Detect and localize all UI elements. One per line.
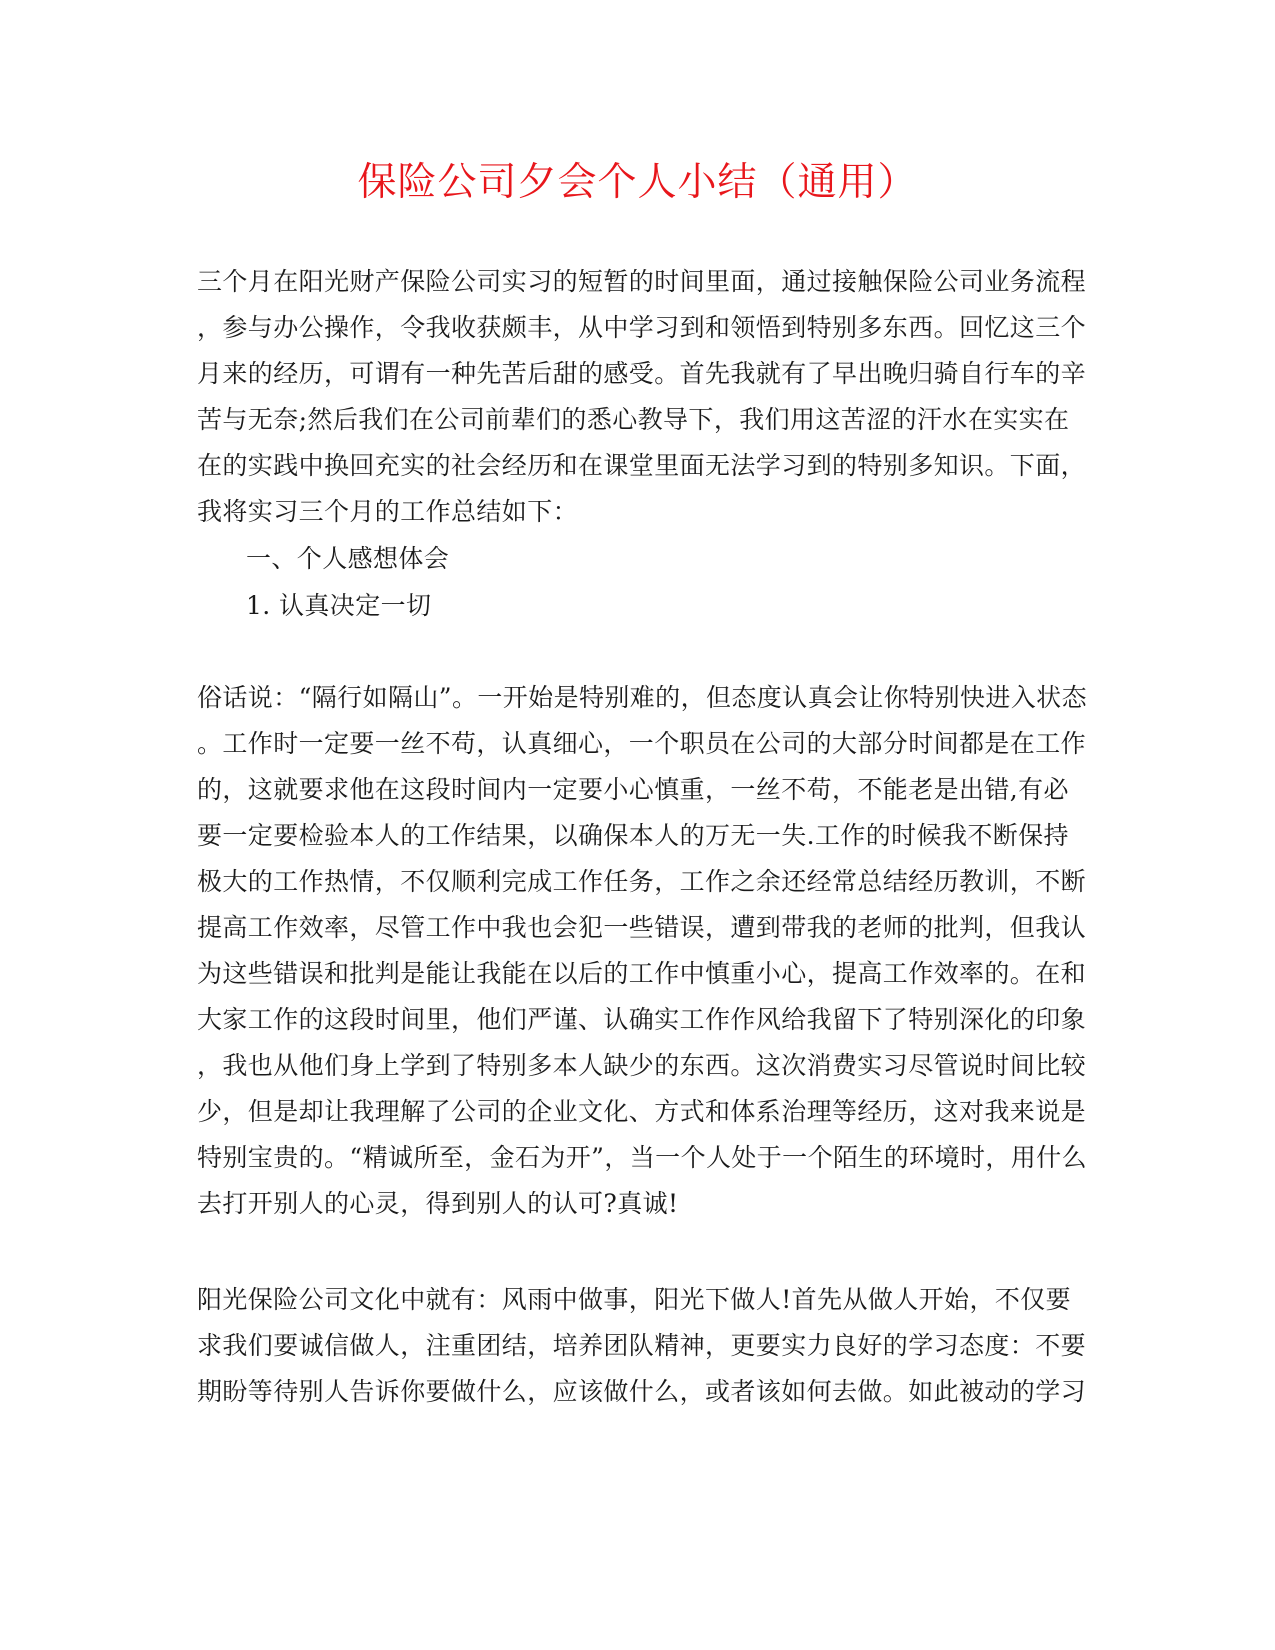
paragraph-1-line-6: 我将实习三个月的工作总结如下： (197, 497, 579, 526)
paragraph-2-line-9: ，我也从他们身上学到了特别多本人缺少的东西。这次消费实习尽管说时间比较 (197, 1051, 1087, 1080)
paragraph-1-line-3: 月来的经历，可谓有一种先苦后甜的感受。首先我就有了早出晚归骑自行车的辛 (197, 359, 1087, 388)
paragraph-1-line-2: ，参与办公操作，令我收获颇丰，从中学习到和领悟到特别多东西。回忆这三个 (197, 313, 1087, 342)
paragraph-2-line-2: 。工作时一定要一丝不苟，认真细心，一个职员在公司的大部分时间都是在工作 (197, 729, 1087, 758)
paragraph-2-line-3: 的，这就要求他在这段时间内一定要小心慎重，一丝不苟，不能老是出错,有必 (197, 775, 1069, 804)
paragraph-2-line-11: 特别宝贵的。“精诚所至，金石为开”，当一个人处于一个陌生的环境时，用什么 (197, 1143, 1087, 1172)
paragraph-2-line-7: 为这些错误和批判是能让我能在以后的工作中慎重小心，提高工作效率的。在和 (197, 959, 1087, 988)
paragraph-2-line-5: 极大的工作热情，不仅顺利完成工作任务，工作之余还经常总结经历教训，不断 (197, 867, 1087, 896)
paragraph-1-line-4: 苦与无奈;然后我们在公司前辈们的悉心教导下，我们用这苦涩的汗水在实实在 (197, 405, 1070, 434)
document-title: 保险公司夕会个人小结（通用） (357, 160, 918, 205)
paragraph-2-line-6: 提高工作效率，尽管工作中我也会犯一些错误，遭到带我的老师的批判，但我认 (197, 913, 1087, 942)
paragraph-3-line-2: 求我们要诚信做人，注重团结，培养团队精神，更要实力良好的学习态度：不要 (197, 1331, 1087, 1360)
paragraph-1-line-1: 三个月在阳光财产保险公司实习的短暂的时间里面，通过接触保险公司业务流程 (197, 267, 1087, 296)
paragraph-2-line-1: 俗话说：“隔行如隔山”。一开始是特别难的，但态度认真会让你特别快进入状态 (197, 683, 1087, 712)
paragraph-2-line-8: 大家工作的这段时间里，他们严谨、认确实工作作风给我留下了特别深化的印象 (197, 1005, 1087, 1034)
paragraph-2-line-12: 去打开别人的心灵，得到别人的认可?真诚! (197, 1189, 679, 1218)
paragraph-2-line-10: 少，但是却让我理解了公司的企业文化、方式和体系治理等经历，这对我来说是 (197, 1097, 1087, 1126)
subsection-heading: 1. 认真决定一切 (246, 591, 432, 620)
section-heading: 一、个人感想体会 (246, 544, 450, 573)
paragraph-2-line-4: 要一定要检验本人的工作结果，以确保本人的万无一失.工作的时候我不断保持 (197, 821, 1069, 850)
paragraph-3-line-3: 期盼等待别人告诉你要做什么，应该做什么，或者该如何去做。如此被动的学习 (197, 1377, 1087, 1406)
paragraph-1-line-5: 在的实践中换回充实的社会经历和在课堂里面无法学习到的特别多知识。下面， (197, 451, 1087, 480)
paragraph-3-line-1: 阳光保险公司文化中就有：风雨中做事，阳光下做人!首先从做人开始，不仅要 (197, 1285, 1072, 1314)
